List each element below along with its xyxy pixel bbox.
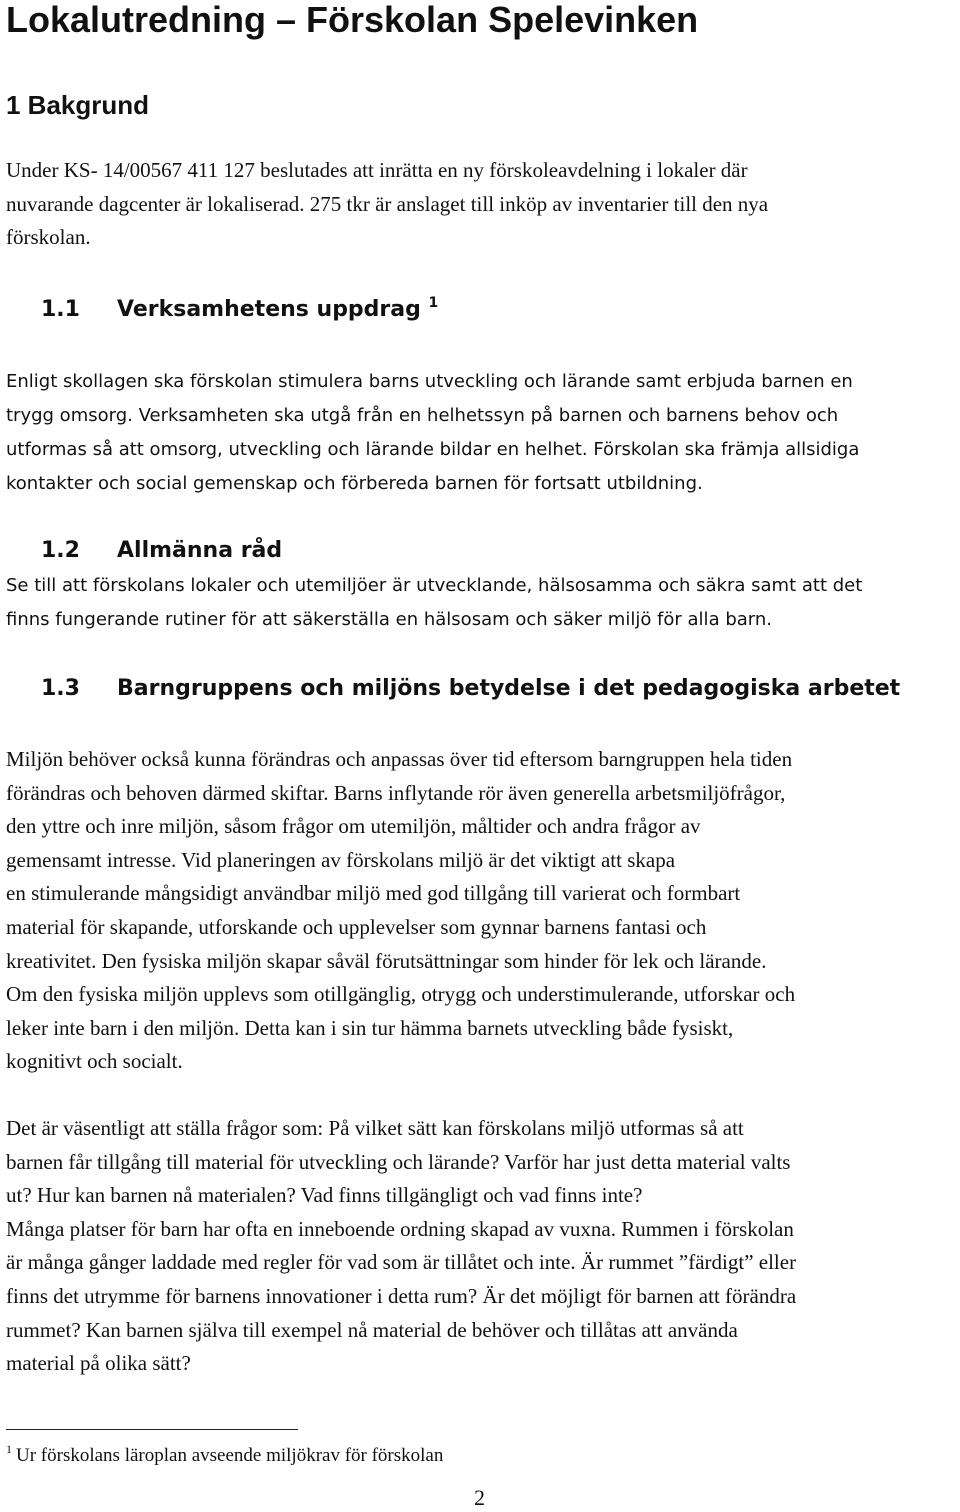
text-line: Det är väsentligt att ställa frågor som: På vilket sätt kan förskolans miljö utformas så att xyxy=(6,1116,744,1140)
section-barngruppens-paragraph-2 xyxy=(6,1112,796,1381)
text-line: Många platser för barn har ofta en inneboende ordning skapad av vuxna. Rummen i förskolan xyxy=(6,1216,794,1241)
section-title: Allmänna råd xyxy=(117,538,283,563)
text-line: kontakter och social gemenskap och förbereda barnen för fortsatt utbildning. xyxy=(6,473,703,494)
footnote xyxy=(6,1441,443,1471)
section-title: Verksamhetens uppdrag xyxy=(117,297,421,322)
footnote-divider xyxy=(6,1429,298,1430)
section-heading-uppdrag xyxy=(41,295,438,325)
text-line: material för skapande, utforskande och upplevelser som gynnar barnens fantasi och xyxy=(6,914,707,939)
footnote-text: Ur förskolans läroplan avseende miljökrav för förskolan xyxy=(16,1445,444,1466)
text-line: kreativitet. Den fysiska miljön skapar såväl förutsättningar som hinder för lek och lärande. xyxy=(6,948,767,973)
text-line: finns fungerande rutiner för att säkerställa en hälsosam och säker miljö för alla barn. xyxy=(6,609,772,630)
section-uppdrag-body xyxy=(6,365,859,501)
section-number: 1.2 xyxy=(41,538,80,563)
text-line: förskolan. xyxy=(6,225,91,250)
text-line: material på olika sätt? xyxy=(6,1351,191,1376)
text-line: den yttre och inre miljön, såsom frågor om utemiljön, måltider och andra frågor av xyxy=(6,814,701,839)
text-line: förändras och behoven därmed skiftar. Barns inflytande rör även generella arbetsmiljöfrågor, xyxy=(6,780,786,805)
page-number: 2 xyxy=(474,1485,485,1510)
section-heading-bakgrund: 1 Bakgrund xyxy=(6,90,150,120)
section-barngruppens-paragraph-1 xyxy=(6,743,795,1079)
text-line: rummet? Kan barnen själva till exempel nå material de behöver och tillåtas att använda xyxy=(6,1317,738,1342)
text-line: är många gånger laddade med regler för vad som är tillåtet och inte. Är rummet ”färdigt” eller xyxy=(6,1250,797,1275)
text-line: gemensamt intresse. Vid planeringen av förskolans miljö är det viktigt att skapa xyxy=(6,847,676,872)
section-bakgrund-body xyxy=(6,154,768,255)
text-line: Se till att förskolans lokaler och utemiljöer är utvecklande, hälsosamma och säkra samt att det xyxy=(6,575,863,596)
section-allmanna-rad-body xyxy=(6,569,862,637)
text-line: kognitivt och socialt. xyxy=(6,1049,183,1074)
text-line: Miljön behöver också kunna förändras och anpassas över tid eftersom barngruppen hela tiden xyxy=(6,747,793,771)
section-number: 1.1 xyxy=(41,297,80,322)
page-title: Lokalutredning – Förskolan Spelevinken xyxy=(6,0,699,40)
text-line: en stimulerande mångsidigt användbar miljö med god tillgång till varierat och formbart xyxy=(6,881,741,906)
text-line: leker inte barn i den miljön. Detta kan i sin tur hämma barnets utveckling både fysiskt, xyxy=(6,1015,734,1040)
text-line: Om den fysiska miljön upplevs som otillgänglig, otrygg och understimulerande, utforskar och xyxy=(6,982,796,1007)
text-line: Under KS- 14/00567 411 127 beslutades att inrätta en ny förskoleavdelning i lokaler där xyxy=(6,158,748,182)
section-heading-allmanna-rad xyxy=(41,536,282,566)
text-line: barnen får tillgång till material för utveckling och lärande? Varför har just detta material valts xyxy=(6,1149,791,1174)
text-line: nuvarande dagcenter är lokaliserad. 275 tkr är anslaget till inköp av inventarier till den nya xyxy=(6,191,769,216)
section-number: 1.3 xyxy=(41,676,80,701)
text-line: finns det utrymme för barnens innovationer i detta rum? Är det möjligt för barnen att förändra xyxy=(6,1283,797,1308)
section-title: Barngruppens och miljöns betydelse i det pedagogiska arbetet xyxy=(117,676,901,701)
footnote-reference[interactable]: 1 xyxy=(428,295,439,311)
text-line: ut? Hur kan barnen nå materialen? Vad finns tillgängligt och vad finns inte? xyxy=(6,1183,643,1208)
text-line: trygg omsorg. Verksamheten ska utgå från en helhetssyn på barnen och barnens behov och xyxy=(6,405,839,426)
footnote-marker: 1 xyxy=(6,1442,12,1456)
text-line: utformas så att omsorg, utveckling och lärande bildar en helhet. Förskolan ska främja allsidiga xyxy=(6,439,860,460)
text-line: Enligt skollagen ska förskolan stimulera barns utveckling och lärande samt erbjuda barnen en xyxy=(6,371,853,392)
section-heading-barngruppens xyxy=(41,674,900,704)
